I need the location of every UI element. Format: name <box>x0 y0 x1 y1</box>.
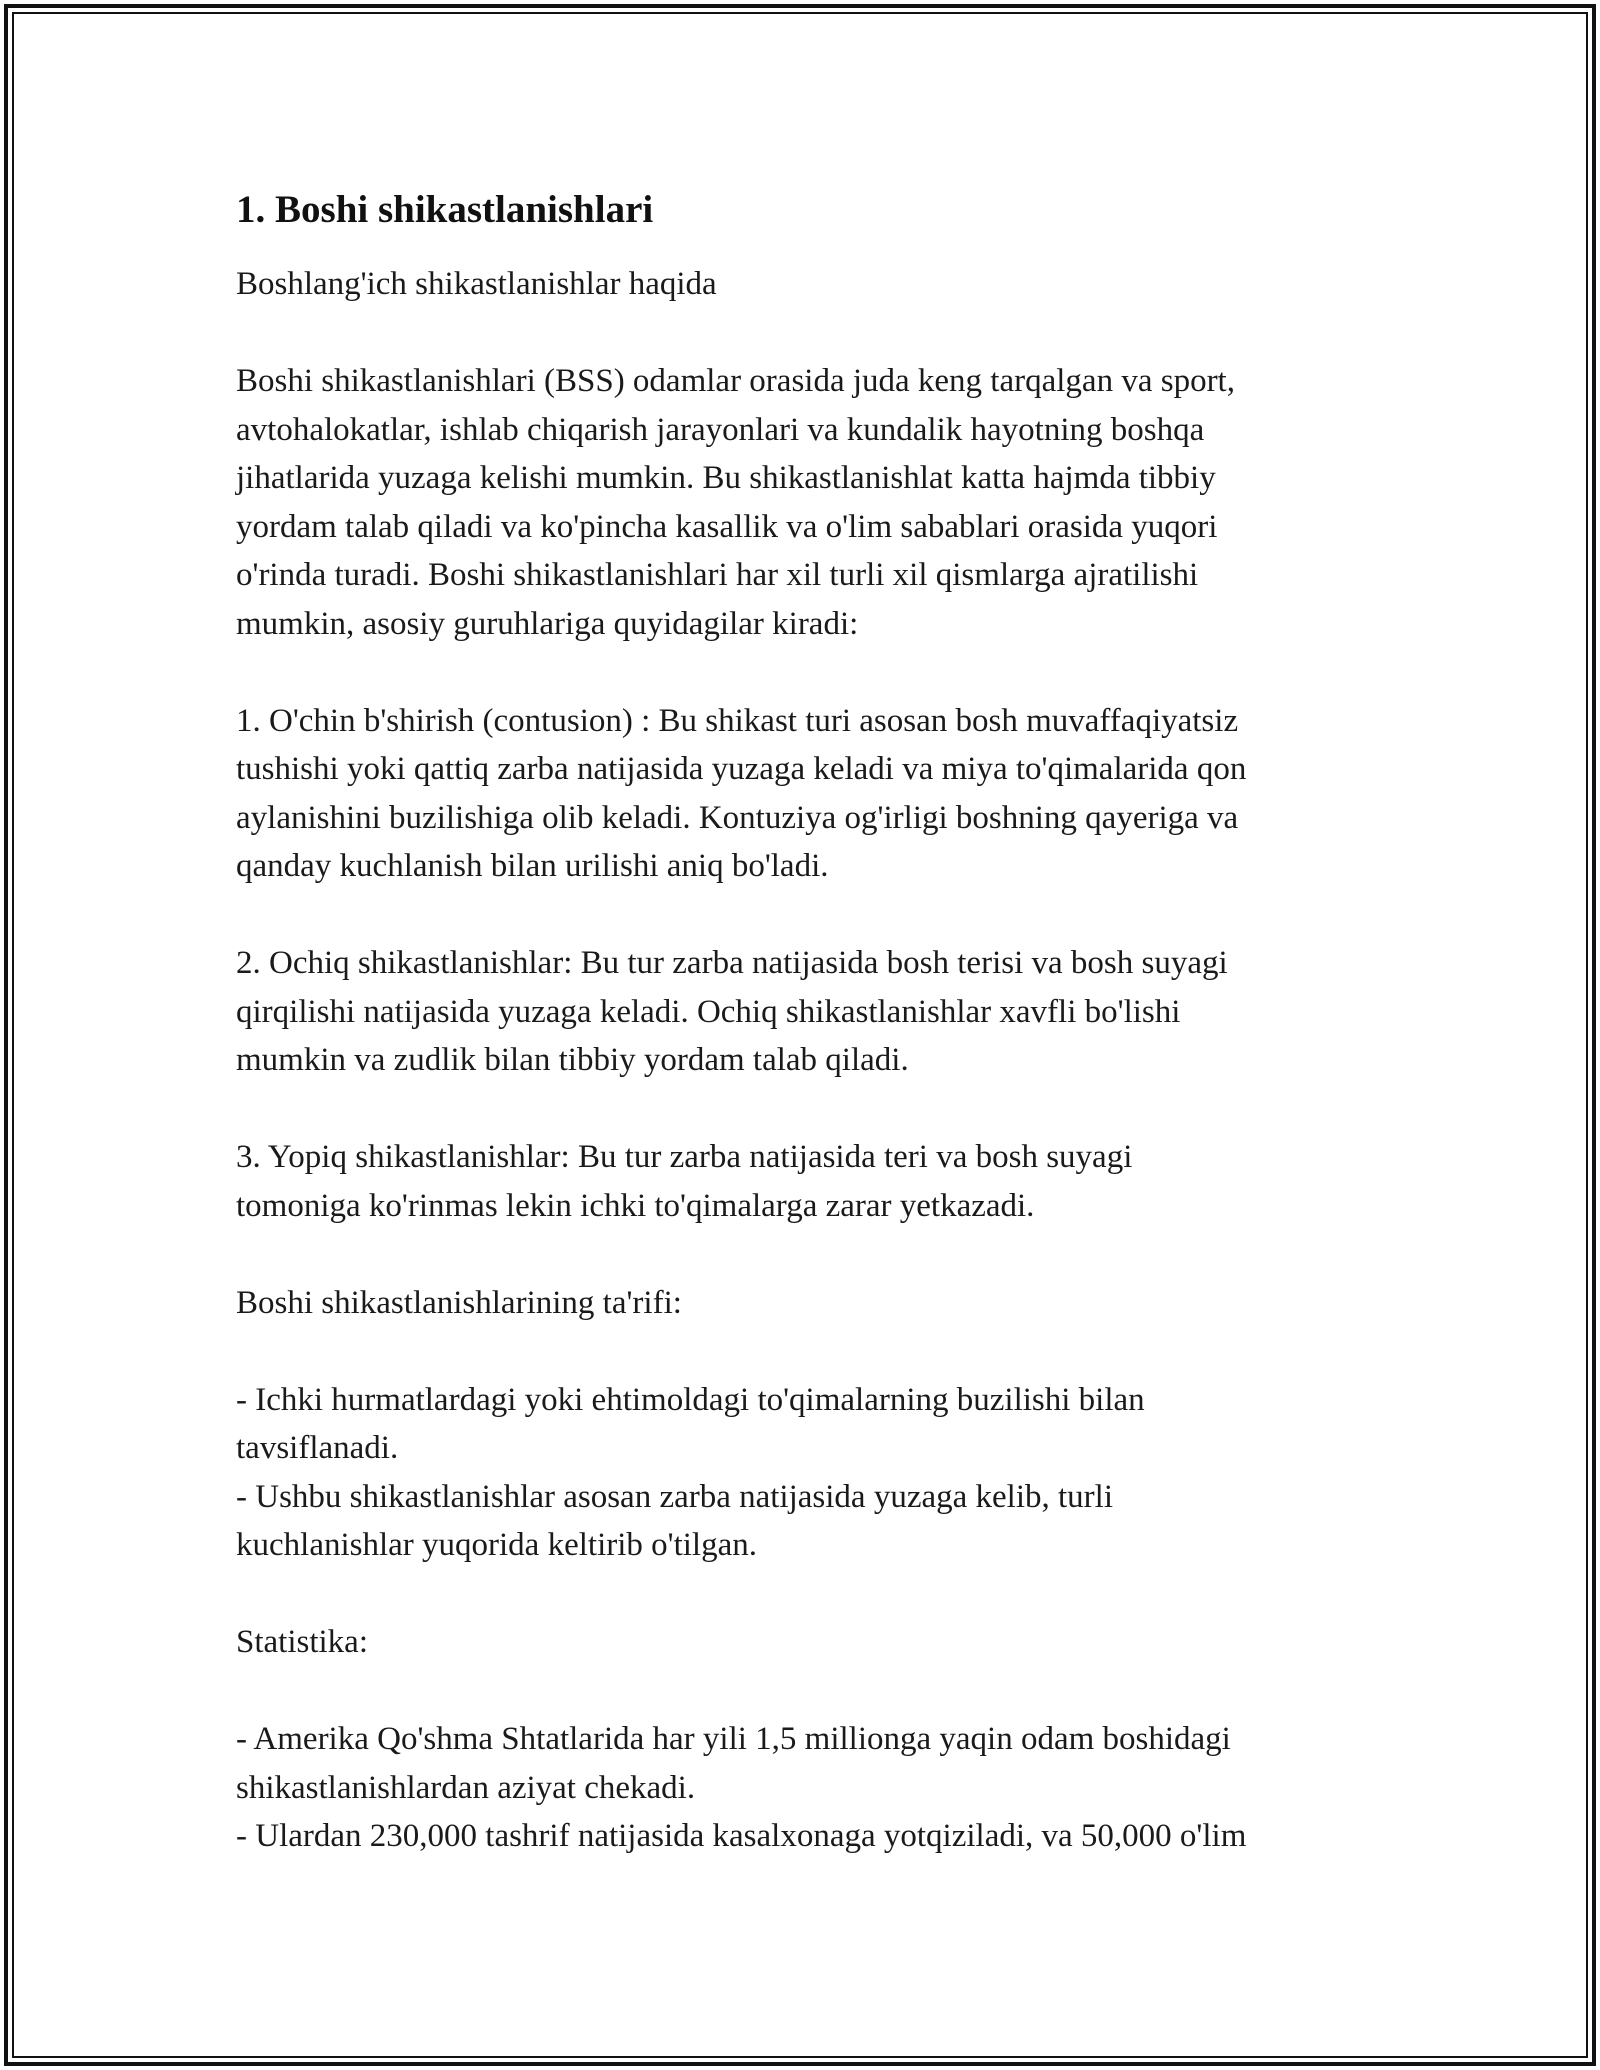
list-item-line: mumkin va zudlik bilan tibbiy yordam talab qiladi. <box>236 1042 909 1078</box>
intro-line: Boshi shikastlanishlari (BSS) odamlar orasida juda keng tarqalgan va sport, <box>236 363 1235 399</box>
list-item-open-injuries <box>236 939 1396 1085</box>
intro-line: mumkin, asosiy guruhlariga quyidagilar kiradi: <box>236 605 859 642</box>
intro-line: avtohalokatlar, ishlab chiqarish jarayonlari va kundalik hayotning boshqa <box>236 411 1205 448</box>
definition-line: - Ushbu shikastlanishlar asosan zarba natijasida yuzaga kelib, turli <box>236 1478 1113 1515</box>
section-heading: 1. Boshi shikastlanishlari <box>236 188 654 231</box>
intro-paragraph <box>236 357 1396 648</box>
list-item-contusion <box>236 697 1396 891</box>
intro-line: o'rinda turadi. Boshi shikastlanishlari har xil turli xil qismlarga ajratilishi <box>236 557 1199 593</box>
list-item-line: 3. Yopiq shikastlanishlar: Bu tur zarba natijasida teri va bosh suyagi <box>236 1139 1133 1175</box>
statistics-line: - Ulardan 230,000 tashrif natijasida kasalxonaga yotqiziladi, va 50,000 o'lim <box>236 1818 1247 1854</box>
definition-bullets <box>236 1376 1396 1570</box>
definition-title: Boshi shikastlanishlarining ta'rifi: <box>236 1284 682 1321</box>
section-subtitle: Boshlang'ich shikastlanishlar haqida <box>236 266 717 302</box>
statistics-lines <box>236 1715 1396 1861</box>
intro-line: jihatlarida yuzaga kelishi mumkin. Bu shikastlanishlat katta hajmda tibbiy <box>236 460 1216 496</box>
list-item-line: tomoniga ko'rinmas lekin ichki to'qimalarga zarar yetkazadi. <box>236 1187 1035 1224</box>
definition-line: tavsiflanadi. <box>236 1430 399 1466</box>
list-item-closed-injuries <box>236 1133 1396 1230</box>
document-body <box>236 186 1396 1909</box>
statistics-line: - Amerika Qo'shma Shtatlarida har yili 1,5 millionga yaqin odam boshidagi <box>236 1721 1231 1757</box>
definition-line: kuchlanishlar yuqorida keltirib o'tilgan. <box>236 1527 757 1563</box>
list-item-line: 2. Ochiq shikastlanishlar: Bu tur zarba natijasida bosh terisi va bosh suyagi <box>236 945 1228 981</box>
list-item-line: 1. O'chin b'shirish (contusion) : Bu shikast turi asosan bosh muvaffaqiyatsiz <box>236 702 1239 739</box>
list-item-line: tushishi yoki qattiq zarba natijasida yuzaga keladi va miya to'qimalarida qon <box>236 751 1247 787</box>
statistics-line: shikastlanishlardan aziyat chekadi. <box>236 1769 696 1806</box>
intro-line: yordam talab qiladi va ko'pincha kasallik va o'lim sabablari orasida yuqori <box>236 508 1218 545</box>
list-item-line: qanday kuchlanish bilan urilishi aniq bo'ladi. <box>236 848 829 884</box>
definition-line: - Ichki hurmatlardagi yoki ehtimoldagi to'qimalarning buzilishi bilan <box>236 1381 1145 1418</box>
statistics-title: Statistika: <box>236 1624 368 1660</box>
list-item-line: qirqilishi natijasida yuzaga keladi. Ochiq shikastlanishlar xavfli bo'lishi <box>236 993 1181 1030</box>
list-item-line: aylanishini buzilishiga olib keladi. Kontuziya og'irligi boshning qayeriga va <box>236 799 1239 836</box>
